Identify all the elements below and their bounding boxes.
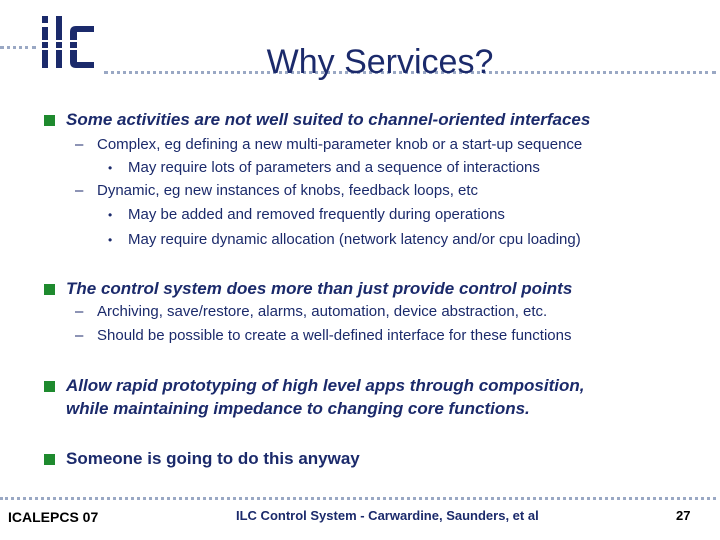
footer-conference: ICALEPCS 07: [8, 509, 99, 525]
bullet-4-text: Someone is going to do this anyway: [66, 449, 360, 468]
term-complex: Complex: [97, 136, 157, 153]
bullet-square-icon: [44, 454, 55, 465]
footer-authors: ILC Control System - Carwardine, Saunders, et al: [236, 508, 539, 523]
bullet-square-icon: [44, 115, 55, 126]
dash-icon: –: [75, 136, 84, 153]
bullet-3-line-2: while maintaining impedance to changing core functions.: [66, 399, 530, 418]
sub-item-complex: [97, 136, 582, 154]
sub-item: Archiving, save/restore, alarms, automation, device abstraction, etc.: [97, 303, 548, 320]
bullet-2-text: The control system does more than just provide control points: [66, 279, 573, 298]
bottom-dotted-rule: [0, 497, 716, 500]
sub-item: Should be possible to create a well-defined interface for these functions: [97, 327, 572, 344]
sub-sub-item: May be added and removed frequently during operations: [128, 206, 505, 223]
dash-icon: –: [75, 182, 84, 199]
dot-bullet-icon: •: [108, 208, 113, 222]
top-left-dotted-rule: [0, 46, 36, 49]
bullet-3-line-1: Allow rapid prototyping of high level apps through composition,: [66, 376, 585, 395]
bullet-1-text: Some activities are not well suited to channel-oriented interfaces: [66, 110, 591, 129]
sub-item-dynamic-rest: , eg new instances of knobs, feedback loops, etc: [155, 182, 479, 199]
sub-item-dynamic: [97, 182, 478, 200]
dash-icon: –: [75, 303, 84, 320]
term-dynamic: Dynamic: [97, 182, 156, 199]
dot-bullet-icon: •: [108, 161, 113, 175]
sub-sub-item: May require lots of parameters and a sequence of interactions: [128, 159, 540, 176]
ilc-logo-icon: [38, 10, 100, 74]
sub-item-complex-rest: , eg defining a new multi-parameter knob or a start-up sequence: [156, 136, 583, 153]
sub-sub-item: May require dynamic allocation (network latency and/or cpu loading): [128, 231, 581, 248]
dot-bullet-icon: •: [108, 233, 113, 247]
bullet-square-icon: [44, 381, 55, 392]
page-number: 27: [676, 508, 691, 523]
dash-icon: –: [75, 327, 84, 344]
bullet-square-icon: [44, 284, 55, 295]
slide-title: Why Services?: [266, 42, 494, 81]
